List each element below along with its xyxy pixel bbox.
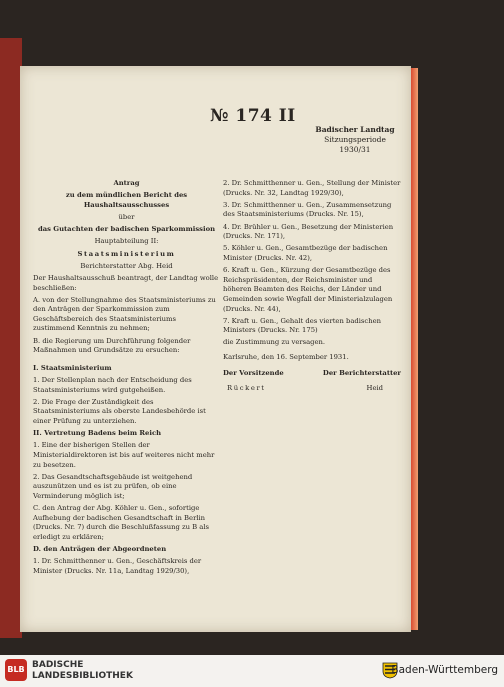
paragraph-d: D. den Anträgen der Abgeordneten bbox=[33, 545, 167, 554]
title-line-6: Staatsministerium bbox=[77, 249, 176, 258]
document-header bbox=[310, 125, 400, 155]
library-name bbox=[32, 660, 133, 682]
header-assembly: Badischer Landtag bbox=[315, 125, 395, 134]
title-line-7: Berichterstatter Abg. Heid bbox=[80, 261, 173, 270]
blb-logo[interactable]: BLB bbox=[5, 659, 27, 681]
section-1-heading: I. Staatsministerium bbox=[33, 363, 112, 372]
section-2-heading: II. Vertretung Badens beim Reich bbox=[33, 429, 162, 438]
partner-name[interactable]: Baden-Württemberg bbox=[391, 664, 498, 676]
title-line-1: Antrag bbox=[113, 179, 140, 187]
signature-labels bbox=[223, 369, 401, 379]
date-line: Karlsruhe, den 16. September 1931. bbox=[223, 353, 349, 362]
reporter-label: Der Berichterstatter bbox=[322, 368, 401, 377]
section-2-item-1: 1. Eine der bisherigen Stellen der Ministerialdirektoren ist bis auf weiteres nicht mehr zu besetzen. bbox=[33, 441, 215, 469]
library-line-1: BADISCHE bbox=[32, 660, 84, 670]
item-4: 4. Dr. Brühler u. Gen., Besetzung der Ministerien (Drucks. Nr. 171), bbox=[223, 222, 394, 241]
library-line-2: LANDESBIBLIOTHEK bbox=[32, 671, 133, 681]
chair-label: Der Vorsitzende bbox=[223, 368, 284, 377]
section-2-item-2: 2. Das Gesandtschaftsgebäude ist weitgehend auszunützen und es ist zu prüfen, ob eine Verminderung möglich ist; bbox=[33, 472, 193, 500]
document-page bbox=[20, 66, 411, 632]
item-5: 5. Köhler u. Gen., Gesamtbezüge der badischen Minister (Drucks. Nr. 42), bbox=[223, 244, 388, 262]
item-7: 7. Kraft u. Gen., Gehalt des vierten badischen Ministers (Drucks. Nr. 175) bbox=[223, 316, 381, 335]
paragraph-d-item-1: 1. Dr. Schmitthenner u. Gen., Geschäftskreis der Minister (Drucks. Nr. 11a, Landtag 1929/30), bbox=[33, 557, 202, 575]
item-6: 6. Kraft u. Gen., Kürzung der Gesamtbezüge des Reichspräsidenten, der Reichsminister und höheren Beamten des Reichs, der Länder und Gemeinden sowie Wegfall der Ministerialzulagen (Drucks. Nr. 44), bbox=[223, 266, 393, 313]
section-1-item-2: 2. Die Frage der Zuständigkeit des Staatsministeriums als oberste Landesbehörde ist einer Prüfung zu unterziehen. bbox=[33, 397, 206, 425]
title-line-5: Hauptabteilung II: bbox=[94, 237, 159, 246]
reporter-name: Heid bbox=[366, 384, 383, 393]
header-session: Sitzungsperiode bbox=[324, 135, 386, 144]
item-2: 2. Dr. Schmitthenner u. Gen., Stellung der Minister (Drucks. Nr. 32, Landtag 1929/30), bbox=[223, 179, 401, 197]
title-line-4: das Gutachten der badischen Sparkommission bbox=[37, 225, 216, 234]
signature-names bbox=[223, 384, 401, 394]
paragraph-a: A. von der Stellungnahme des Staatsministeriums zu den Anträgen der Sparkommission zum Geschäftsbereich des Staatsministeriums zustimmend Kenntnis zu nehmen; bbox=[33, 295, 216, 333]
header-years: 1930/31 bbox=[339, 145, 371, 154]
item-3: 3. Dr. Schmitthenner u. Gen., Zusammensetzung des Staatsministeriums (Drucks. Nr. 15), bbox=[223, 200, 392, 219]
viewer-footer bbox=[0, 655, 504, 687]
left-column bbox=[33, 179, 220, 579]
paragraph-intro: Der Haushaltsausschuß beantragt, der Landtag wolle beschließen: bbox=[33, 273, 219, 292]
closing-line: die Zustimmung zu versagen. bbox=[223, 338, 326, 347]
document-number: № 174 II bbox=[210, 106, 296, 126]
chair-name: Rückert bbox=[227, 384, 266, 393]
paragraph-c: C. den Antrag der Abg. Köhler u. Gen., sofortige Aufhebung der badischen Gesandtschaft in Berlin (Drucks. Nr. 7) durch die Beschlußfassung zu B als erledigt zu erklären; bbox=[33, 504, 209, 541]
book-cover-edge bbox=[0, 38, 22, 638]
paragraph-b: B. die Regierung um Durchführung folgender Maßnahmen und Grundsätze zu ersuchen: bbox=[33, 336, 191, 355]
section-1-item-1: 1. Der Stellenplan nach der Entscheidung des Staatsministeriums wird gutgeheißen. bbox=[33, 376, 192, 394]
title-line-2: zu dem mündlichen Bericht des Haushaltsausschusses bbox=[65, 191, 188, 209]
right-column bbox=[223, 179, 401, 394]
title-line-3: über bbox=[118, 212, 135, 221]
